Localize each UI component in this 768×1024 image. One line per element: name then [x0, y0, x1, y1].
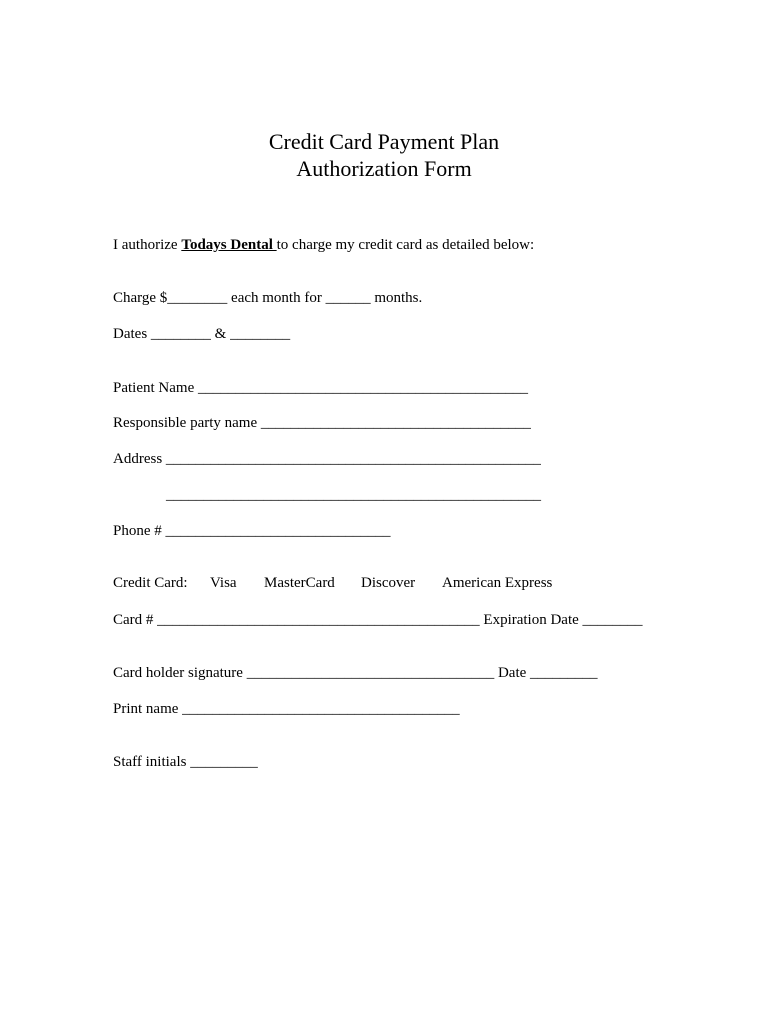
phone-line: Phone # ______________________________ — [113, 523, 391, 539]
authorization-suffix: to charge my credit card as detailed below: — [276, 237, 535, 253]
address-line-2: __________________________________________________ — [166, 487, 541, 503]
credit-card-type-row — [113, 574, 673, 592]
authorization-prefix: I authorize — [113, 237, 182, 253]
card-holder-signature-line: Card holder signature _________________________________ Date _________ — [113, 665, 598, 681]
form-title-line-1: Credit Card Payment Plan — [268, 129, 500, 154]
company-name: Todays Dental — [181, 237, 277, 253]
card-number-expiration-line: Card # ___________________________________________ Expiration Date ________ — [113, 612, 643, 628]
address-line: Address __________________________________________________ — [113, 451, 541, 467]
authorization-statement — [113, 236, 534, 254]
patient-name-line: Patient Name ____________________________________________ — [113, 380, 528, 396]
card-option-mastercard: MasterCard — [264, 575, 335, 591]
staff-initials-line: Staff initials _________ — [113, 754, 258, 770]
responsible-party-line: Responsible party name ____________________________________ — [113, 415, 531, 431]
dates-line: Dates ________ & ________ — [113, 326, 291, 342]
card-option-visa: Visa — [210, 575, 237, 591]
credit-card-label: Credit Card: — [113, 575, 188, 591]
print-name-line: Print name _____________________________________ — [113, 701, 460, 717]
card-option-american-express: American Express — [442, 575, 553, 591]
charge-amount-line: Charge $________ each month for ______ months. — [113, 290, 423, 306]
card-option-discover: Discover — [361, 575, 416, 591]
form-title-line-2: Authorization Form — [296, 156, 472, 181]
